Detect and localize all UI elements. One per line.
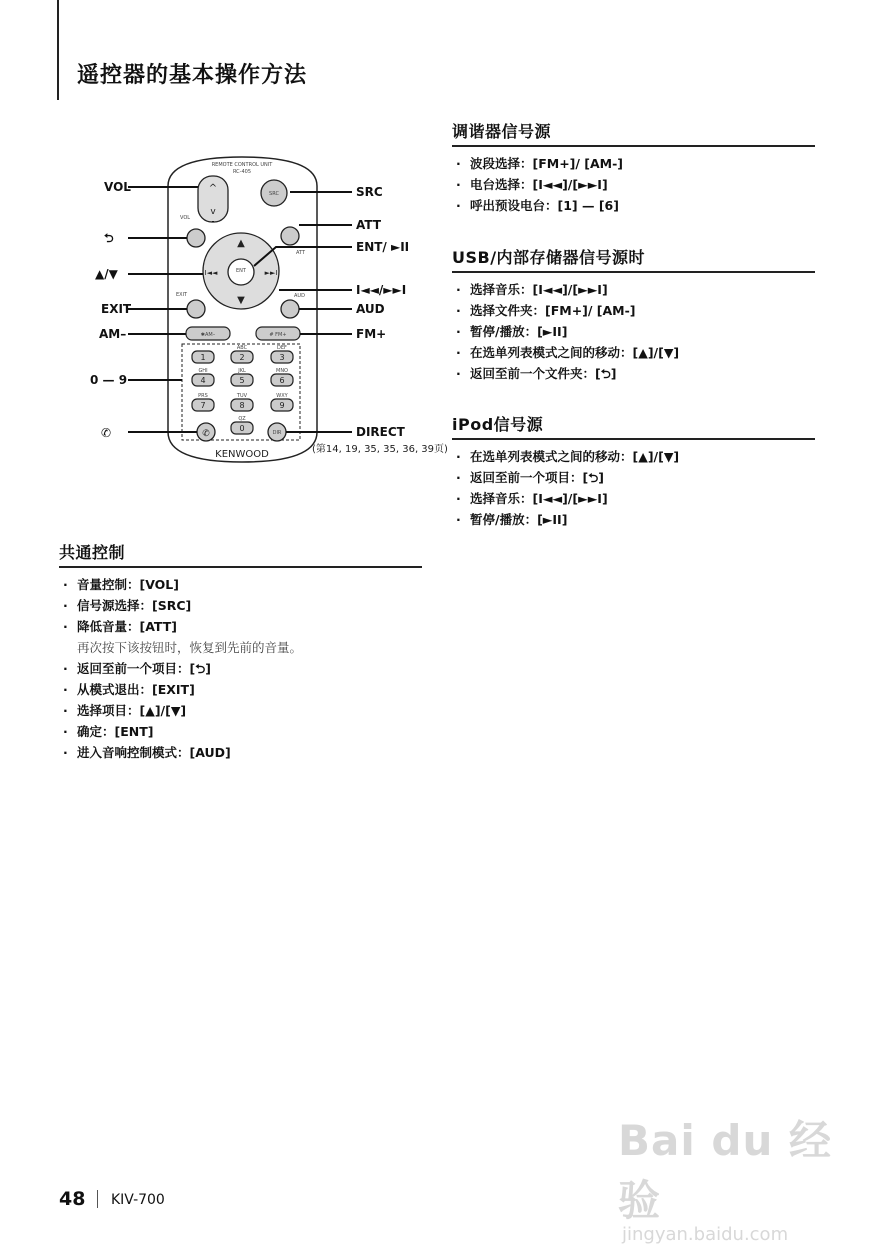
remote-header1: REMOTE CONTROL UNIT bbox=[211, 162, 273, 168]
watermark-url: jingyan.baidu.com bbox=[622, 1224, 789, 1245]
key-letters: DEF bbox=[277, 345, 287, 351]
vol-up-icon: ^ bbox=[208, 183, 218, 194]
list-item: · 波段选择：[FM+]/ [AM-] bbox=[456, 156, 624, 171]
digit-key-label: 6 bbox=[279, 376, 285, 385]
return-key[interactable] bbox=[187, 229, 205, 247]
key-letters: MNO bbox=[276, 368, 288, 374]
list-item: · 选择项目：[▲]/[▼] bbox=[63, 703, 187, 718]
list-item: · 音量控制：[VOL] bbox=[63, 577, 179, 592]
exit-small-label: EXIT bbox=[176, 292, 188, 298]
list-item: · 暂停/播放：[►II] bbox=[456, 512, 568, 527]
baidu-watermark bbox=[618, 1108, 874, 1245]
key-letters: WXY bbox=[276, 393, 288, 399]
list-item: · 选择音乐：[I◄◄]/[►►I] bbox=[456, 282, 608, 297]
brand-logo: KENWOOD bbox=[215, 449, 269, 460]
digit-key-label: 4 bbox=[200, 376, 206, 385]
page-title: 遥控器的基本操作方法 bbox=[77, 63, 308, 88]
list-item: · 电台选择：[I◄◄]/[►►I] bbox=[456, 177, 608, 192]
callout-skip: I◄◄/►►I bbox=[356, 283, 407, 297]
model-name: KIV-700 bbox=[111, 1192, 165, 1208]
list-item: · 在选单列表模式之间的移动：[▲]/[▼] bbox=[456, 345, 680, 360]
callout-fm: FM+ bbox=[356, 327, 387, 341]
att-note: 再次按下该按钮时，恢复到先前的音量。 bbox=[77, 640, 303, 655]
section-common bbox=[59, 540, 422, 763]
list-item: · 暂停/播放：[►II] bbox=[456, 324, 568, 339]
att-small-label: ATT bbox=[296, 250, 306, 256]
vol-down-icon: v bbox=[210, 207, 216, 217]
list-item: · 呼出预设电台：[1] — [6] bbox=[456, 198, 619, 213]
remote-header2: RC-405 bbox=[232, 169, 252, 175]
callout-ent: ENT/ ►II bbox=[356, 240, 410, 254]
remote-illustration bbox=[80, 150, 450, 470]
digit-key-label: 5 bbox=[239, 376, 245, 385]
aud-small-label: AUD bbox=[294, 293, 305, 299]
tuner-list bbox=[452, 153, 815, 216]
callout-updown: ▲/▼ bbox=[95, 267, 118, 281]
src-key-label: SRC bbox=[269, 191, 279, 197]
common-list bbox=[59, 574, 422, 763]
up-arrow-icon: ▲ bbox=[237, 238, 245, 249]
margin-rule bbox=[57, 0, 59, 100]
callout-am: AM– bbox=[99, 327, 127, 341]
vol-small-label: VOL bbox=[180, 215, 191, 221]
digit-key-label: 7 bbox=[200, 401, 206, 410]
tuner-heading: 调谐器信号源 bbox=[452, 119, 815, 147]
list-item: · 降低音量：[ATT] bbox=[63, 619, 177, 634]
list-item: · 返回至前一个文件夹：[⮌] bbox=[456, 366, 617, 381]
digit-key-label: 1 bbox=[200, 353, 206, 362]
phone-icon: ✆ bbox=[202, 429, 210, 439]
callout-src: SRC bbox=[356, 185, 383, 199]
watermark-logo: Bai du 经验 bbox=[618, 1116, 832, 1225]
page-number: 48 bbox=[59, 1188, 86, 1210]
aud-key[interactable] bbox=[281, 300, 299, 318]
prev-icon: I◄◄ bbox=[204, 269, 218, 277]
key-letters: PRS bbox=[198, 393, 208, 399]
ent-key-label: ENT bbox=[236, 268, 246, 274]
key-letters: JKL bbox=[238, 368, 246, 374]
list-item: · 选择文件夹：[FM+]/ [AM-] bbox=[456, 303, 636, 318]
list-item: · 确定：[ENT] bbox=[63, 724, 154, 739]
digit-key-label: 0 bbox=[239, 424, 245, 433]
section-usb bbox=[452, 245, 815, 384]
att-key[interactable] bbox=[281, 227, 299, 245]
section-ipod bbox=[452, 412, 815, 530]
callout-vol: VOL bbox=[104, 180, 131, 194]
callout-return: ⮌ bbox=[104, 231, 114, 245]
list-item: · 返回至前一个项目：[⮌] bbox=[63, 661, 211, 676]
down-arrow-icon: ▼ bbox=[237, 295, 245, 306]
callout-phone: ✆ bbox=[101, 426, 112, 440]
list-item: · 信号源选择：[SRC] bbox=[63, 598, 192, 613]
ipod-heading: iPod信号源 bbox=[452, 412, 815, 440]
common-heading: 共通控制 bbox=[59, 540, 422, 568]
callout-exit: EXIT bbox=[101, 302, 132, 316]
list-item: · 选择音乐：[I◄◄]/[►►I] bbox=[456, 491, 608, 506]
list-item: · 在选单列表模式之间的移动：[▲]/[▼] bbox=[456, 449, 680, 464]
fm-key-label: # FM+ bbox=[269, 332, 287, 338]
digit-key-label: 9 bbox=[279, 401, 285, 410]
usb-heading: USB/内部存储器信号源时 bbox=[452, 245, 815, 273]
digit-key-label: 8 bbox=[239, 401, 245, 410]
digit-key-label: 2 bbox=[239, 353, 245, 362]
list-item: · 从模式退出：[EXIT] bbox=[63, 682, 195, 697]
ipod-list bbox=[452, 446, 815, 530]
footer-divider bbox=[97, 1190, 98, 1208]
key-letters: GHI bbox=[198, 368, 208, 374]
callout-direct: DIRECT bbox=[356, 425, 405, 439]
direct-key-label: DIR bbox=[272, 430, 282, 436]
usb-list bbox=[452, 279, 815, 384]
exit-key[interactable] bbox=[187, 300, 205, 318]
am-key-label: ✱AM– bbox=[200, 332, 216, 338]
callout-digits: 0 — 9 bbox=[90, 373, 128, 387]
page-reference: (第14, 19, 35, 35, 36, 39页) bbox=[312, 444, 448, 455]
key-letters: QZ bbox=[238, 416, 246, 422]
callout-att: ATT bbox=[356, 218, 382, 232]
callout-aud: AUD bbox=[356, 302, 385, 316]
section-tuner bbox=[452, 119, 815, 216]
next-icon: ►►I bbox=[264, 269, 278, 277]
list-item: · 返回至前一个项目：[⮌] bbox=[456, 470, 604, 485]
list-item: · 进入音响控制模式：[AUD] bbox=[63, 745, 231, 760]
key-letters: TUV bbox=[236, 393, 248, 399]
key-letters: ABC bbox=[236, 345, 248, 351]
digit-key-label: 3 bbox=[279, 353, 285, 362]
